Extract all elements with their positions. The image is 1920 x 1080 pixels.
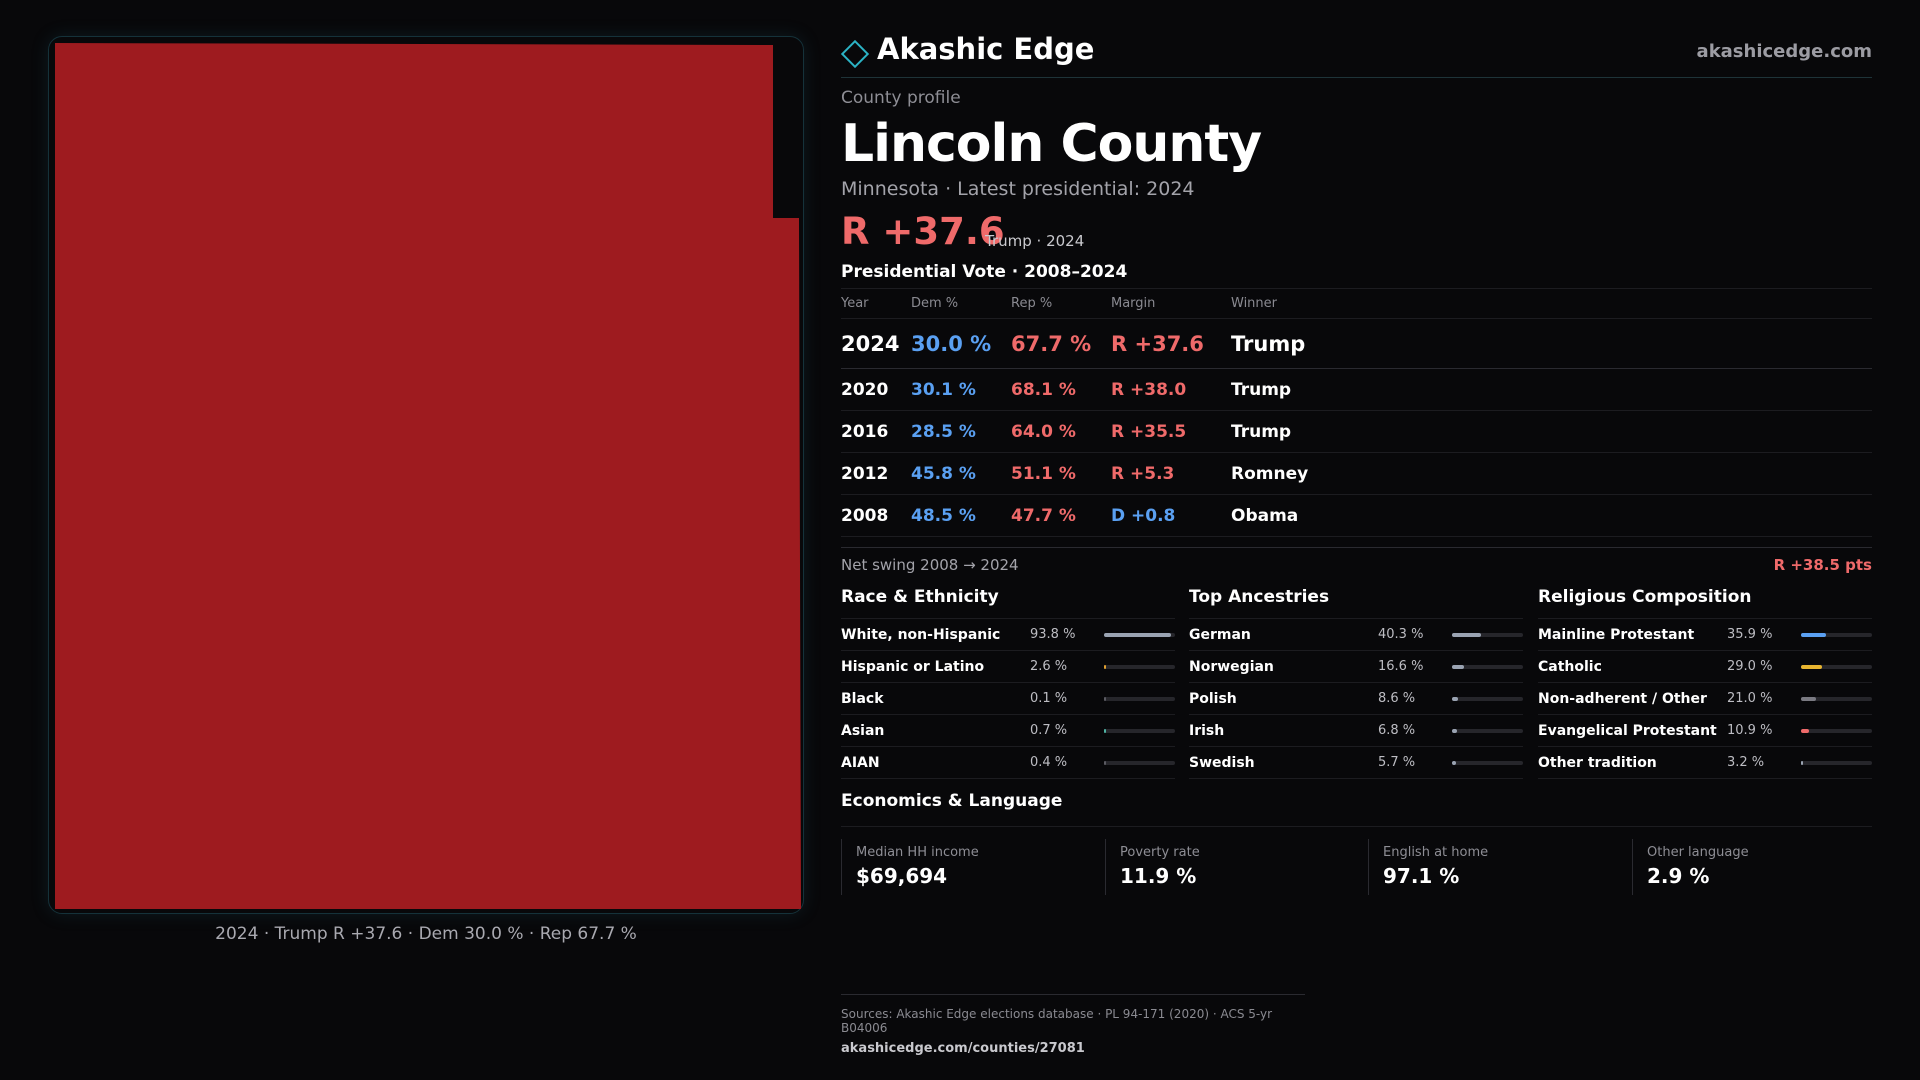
page-title: Lincoln County xyxy=(841,114,1262,174)
row-year: 2024 xyxy=(841,319,911,369)
item-label: Swedish xyxy=(1189,755,1255,771)
item-label: Hispanic or Latino xyxy=(841,659,985,675)
row-rep: 47.7 % xyxy=(1011,495,1111,537)
item-label: Norwegian xyxy=(1189,659,1274,675)
bar-fill xyxy=(1104,697,1106,701)
headline-result xyxy=(841,210,1872,256)
list-item xyxy=(1538,715,1872,747)
table-row xyxy=(841,319,1872,369)
col-winner: Winner xyxy=(1231,289,1872,319)
net-swing xyxy=(841,547,1872,574)
row-rep: 64.0 % xyxy=(1011,411,1111,453)
item-value: 0.1 % xyxy=(1030,691,1068,706)
stat-card-income xyxy=(841,839,1086,895)
col-year: Year xyxy=(841,289,911,319)
profile-panel xyxy=(841,30,1872,901)
bar-track xyxy=(1104,761,1175,765)
bar-fill xyxy=(1104,729,1106,733)
stat-label: Other language xyxy=(1647,845,1749,860)
table-row xyxy=(841,453,1872,495)
sources-url-link[interactable]: akashicedge.com/counties/27081 xyxy=(841,1041,1085,1056)
map-caption: 2024 · Trump R +37.6 · Dem 30.0 % · Rep 67.7 % xyxy=(215,924,637,944)
page-subtitle: Minnesota · Latest presidential: 2024 xyxy=(841,178,1195,200)
col-rep: Rep % xyxy=(1011,289,1111,319)
bar-fill xyxy=(1801,633,1826,637)
item-value: 10.9 % xyxy=(1727,723,1773,738)
item-value: 0.4 % xyxy=(1030,755,1068,770)
bar-track xyxy=(1452,633,1523,637)
race-section-title: Race & Ethnicity xyxy=(841,587,1175,619)
stat-card-poverty xyxy=(1105,839,1350,895)
item-value: 93.8 % xyxy=(1030,627,1076,642)
row-margin: R +35.5 xyxy=(1111,411,1231,453)
bar-track xyxy=(1452,665,1523,669)
race-section xyxy=(841,587,1175,779)
sources-footer xyxy=(841,994,1305,1056)
bar-track xyxy=(1801,697,1872,701)
row-dem: 45.8 % xyxy=(911,453,1011,495)
row-winner: Trump xyxy=(1231,319,1872,369)
brand-url-link[interactable]: akashicedge.com xyxy=(1696,41,1872,62)
bar-track xyxy=(1801,665,1872,669)
bar-fill xyxy=(1104,665,1106,669)
list-item xyxy=(841,619,1175,651)
bar-fill xyxy=(1104,761,1106,765)
item-label: Mainline Protestant xyxy=(1538,627,1695,643)
list-item xyxy=(1189,715,1523,747)
row-margin: R +5.3 xyxy=(1111,453,1231,495)
bar-track xyxy=(1801,633,1872,637)
bar-fill xyxy=(1452,665,1464,669)
bar-fill xyxy=(1801,729,1809,733)
row-winner: Trump xyxy=(1231,411,1872,453)
item-value: 3.2 % xyxy=(1727,755,1765,770)
row-year: 2020 xyxy=(841,369,911,411)
stat-label: English at home xyxy=(1383,845,1489,860)
row-year: 2012 xyxy=(841,453,911,495)
item-value: 35.9 % xyxy=(1727,627,1773,642)
bar-track xyxy=(1452,697,1523,701)
list-item xyxy=(841,747,1175,779)
bar-track xyxy=(1104,697,1175,701)
item-label: Irish xyxy=(1189,723,1225,739)
row-dem: 28.5 % xyxy=(911,411,1011,453)
religion-section xyxy=(1538,587,1872,779)
list-item xyxy=(1189,619,1523,651)
vote-table xyxy=(841,288,1872,537)
bar-track xyxy=(1801,761,1872,765)
list-item xyxy=(1189,651,1523,683)
bar-fill xyxy=(1801,697,1816,701)
bar-track xyxy=(1104,665,1175,669)
item-label: Other tradition xyxy=(1538,755,1657,771)
list-item xyxy=(1538,683,1872,715)
table-row xyxy=(841,369,1872,411)
table-row xyxy=(841,411,1872,453)
row-rep: 51.1 % xyxy=(1011,453,1111,495)
item-value: 5.7 % xyxy=(1378,755,1416,770)
stat-value: $69,694 xyxy=(856,864,948,888)
row-margin: R +37.6 xyxy=(1111,319,1231,369)
stat-value: 2.9 % xyxy=(1647,864,1710,888)
list-item xyxy=(1538,651,1872,683)
row-rep: 67.7 % xyxy=(1011,319,1111,369)
item-label: Evangelical Protestant xyxy=(1538,723,1717,739)
stat-value: 97.1 % xyxy=(1383,864,1460,888)
demographics-grid xyxy=(841,587,1872,787)
col-margin: Margin xyxy=(1111,289,1231,319)
brand-header xyxy=(841,30,1872,78)
sources-text: Sources: Akashic Edge elections database · PL 94-171 (2020) · ACS 5-yr B04006 xyxy=(841,1007,1273,1035)
item-label: Asian xyxy=(841,723,885,739)
ancestry-section xyxy=(1189,587,1523,779)
religion-section-title: Religious Composition xyxy=(1538,587,1872,619)
county-map-svg[interactable] xyxy=(49,37,805,915)
item-label: Non-adherent / Other xyxy=(1538,691,1707,707)
item-value: 40.3 % xyxy=(1378,627,1424,642)
bar-fill xyxy=(1452,633,1481,637)
item-value: 21.0 % xyxy=(1727,691,1773,706)
row-year: 2016 xyxy=(841,411,911,453)
list-item xyxy=(1538,619,1872,651)
stat-card-english xyxy=(1368,839,1613,895)
county-map[interactable] xyxy=(48,36,804,914)
list-item xyxy=(1538,747,1872,779)
bar-fill xyxy=(1452,761,1456,765)
county-shape xyxy=(55,43,801,909)
item-label: German xyxy=(1189,627,1251,643)
stat-value: 11.9 % xyxy=(1120,864,1197,888)
net-swing-label: Net swing 2008 → 2024 xyxy=(841,556,1019,574)
item-label: Black xyxy=(841,691,884,707)
economics-grid xyxy=(841,839,1872,901)
item-value: 8.6 % xyxy=(1378,691,1416,706)
bar-fill xyxy=(1801,665,1822,669)
item-label: AIAN xyxy=(841,755,880,771)
item-value: 0.7 % xyxy=(1030,723,1068,738)
brand-name: Akashic Edge xyxy=(877,32,1095,66)
row-rep: 68.1 % xyxy=(1011,369,1111,411)
row-dem: 30.1 % xyxy=(911,369,1011,411)
vote-section-title: Presidential Vote · 2008–2024 xyxy=(841,262,1128,282)
headline-margin: R +37.6 xyxy=(841,210,1005,253)
page-eyebrow: County profile xyxy=(841,88,961,108)
list-item xyxy=(841,715,1175,747)
row-margin: R +38.0 xyxy=(1111,369,1231,411)
stat-label: Median HH income xyxy=(856,845,979,860)
bar-fill xyxy=(1801,761,1803,765)
item-label: Polish xyxy=(1189,691,1237,707)
item-value: 16.6 % xyxy=(1378,659,1424,674)
bar-fill xyxy=(1452,697,1458,701)
stat-card-other-language xyxy=(1632,839,1877,895)
table-row xyxy=(841,495,1872,537)
list-item xyxy=(841,651,1175,683)
row-margin: D +0.8 xyxy=(1111,495,1231,537)
diamond-icon xyxy=(841,40,869,68)
stat-label: Poverty rate xyxy=(1120,845,1200,860)
bar-fill xyxy=(1104,633,1171,637)
col-dem: Dem % xyxy=(911,289,1011,319)
row-winner: Obama xyxy=(1231,495,1872,537)
bar-track xyxy=(1104,729,1175,733)
bar-fill xyxy=(1452,729,1457,733)
ancestry-section-title: Top Ancestries xyxy=(1189,587,1523,619)
bar-track xyxy=(1801,729,1872,733)
bar-track xyxy=(1452,761,1523,765)
item-value: 29.0 % xyxy=(1727,659,1773,674)
item-value: 2.6 % xyxy=(1030,659,1068,674)
row-dem: 48.5 % xyxy=(911,495,1011,537)
net-swing-value: R +38.5 pts xyxy=(1773,556,1872,574)
item-label: White, non-Hispanic xyxy=(841,627,1001,643)
bar-track xyxy=(1452,729,1523,733)
row-winner: Romney xyxy=(1231,453,1872,495)
economics-section-title: Economics & Language xyxy=(841,791,1872,827)
row-dem: 30.0 % xyxy=(911,319,1011,369)
row-year: 2008 xyxy=(841,495,911,537)
list-item xyxy=(1189,747,1523,779)
row-winner: Trump xyxy=(1231,369,1872,411)
headline-meta: Trump · 2024 xyxy=(985,232,1085,250)
item-value: 6.8 % xyxy=(1378,723,1416,738)
list-item xyxy=(841,683,1175,715)
bar-track xyxy=(1104,633,1175,637)
item-label: Catholic xyxy=(1538,659,1602,675)
vote-table-header xyxy=(841,289,1872,319)
list-item xyxy=(1189,683,1523,715)
